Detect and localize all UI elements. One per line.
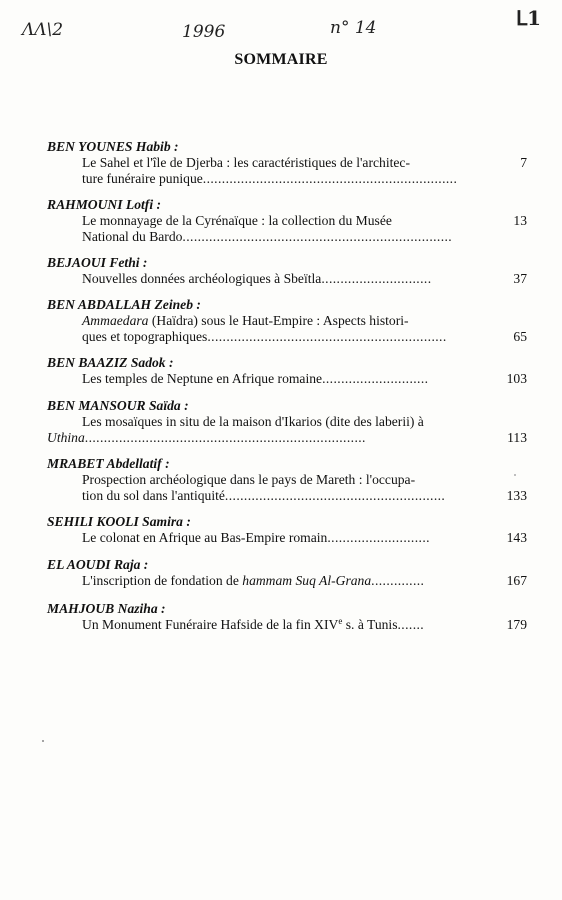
handwritten-page-mark: ᒪ1: [516, 6, 542, 30]
toc-entry: [47, 355, 527, 387]
entry-author: BEN MANSOUR Saïda :: [47, 398, 189, 413]
dot-leader: .......: [397, 617, 425, 632]
entry-author: MAHJOUB Naziha :: [47, 601, 166, 616]
entry-page-number: 179: [506, 617, 527, 632]
entry-title-line: L'inscription de fondation de hammam Suq Al-Grana.............. 167: [82, 573, 527, 588]
dot-leader: ..............: [371, 573, 425, 588]
toc-entry: [47, 197, 527, 245]
scan-speck: [42, 740, 44, 742]
scan-speck: [514, 474, 516, 476]
entry-author: BEN YOUNES Habib :: [47, 139, 179, 154]
entry-page-number: 113: [507, 430, 527, 445]
dot-leader: ............................: [322, 371, 429, 386]
entry-title-line: Uthina.......................................................................... 113: [47, 430, 527, 445]
dot-leader: ...................................................................: [202, 171, 458, 186]
entry-title-line: Un Monument Funéraire Hafside de la fin XIVe s. à Tunis....... 179: [82, 616, 527, 632]
entry-title-line: tion du sol dans l'antiquité.......................................................... 133: [82, 488, 527, 503]
dot-leader: .............................: [321, 271, 432, 286]
entry-title-line: Les mosaïques in situ de la maison d'Ikarios (dite des laberii) à: [82, 414, 424, 429]
handwritten-year: 1996: [182, 22, 226, 42]
entry-page-number: 13: [513, 213, 527, 228]
entry-title-line: Le Sahel et l'île de Djerba : les caractéristiques de l'architec- 7: [82, 155, 527, 170]
toc-entry: [47, 139, 527, 187]
dot-leader: ...............................................................: [207, 329, 447, 344]
entry-author: BEN ABDALLAH Zeineb :: [47, 297, 201, 312]
page-title: SOMMAIRE: [234, 51, 328, 68]
dot-leader: ...........................: [327, 530, 430, 545]
entry-title-line: ture funéraire punique...................................................................: [82, 171, 458, 186]
entry-page-number: 7: [520, 155, 527, 170]
entry-page-number: 143: [506, 530, 527, 545]
entry-author: MRABET Abdellatif :: [47, 456, 170, 471]
entry-title-line: Le monnayage de la Cyrénaïque : la collection du Musée 13: [82, 213, 527, 228]
dot-leader: .......................................................................: [182, 229, 453, 244]
entry-page-number: 133: [506, 488, 527, 503]
handwritten-note: ΛΛ\2: [22, 20, 64, 40]
entry-page-number: 167: [506, 573, 527, 588]
entry-page-number: 103: [506, 371, 527, 386]
entry-title-line: National du Bardo.......................................................................: [82, 229, 453, 244]
toc-entry: [47, 456, 527, 504]
toc-entry: [47, 601, 527, 633]
toc-entry: [47, 297, 527, 345]
dot-leader: ..........................................................................: [84, 430, 366, 445]
toc-entry: [47, 557, 527, 589]
entry-author: SEHILI KOOLI Samira :: [47, 514, 191, 529]
entry-title-line: Le colonat en Afrique au Bas-Empire romain........................... 143: [82, 530, 527, 545]
entry-title-line: ques et topographiques............................................................... 65: [82, 329, 527, 344]
entry-page-number: 37: [513, 271, 527, 286]
entry-title-line: Ammaedara (Haïdra) sous le Haut-Empire : Aspects histori-: [82, 313, 409, 328]
entry-author: BEN BAAZIZ Sadok :: [47, 355, 174, 370]
handwritten-issue-number: n° 14: [330, 18, 377, 38]
entry-title-line: Les temples de Neptune en Afrique romaine............................ 103: [82, 371, 527, 386]
entry-author: RAHMOUNI Lotfi :: [47, 197, 162, 212]
dot-leader: ..........................................................: [224, 488, 446, 503]
toc-entry: [47, 514, 527, 546]
entry-author: BEJAOUI Fethi :: [47, 255, 148, 270]
entry-title-line: Prospection archéologique dans le pays de Mareth : l'occupa-: [82, 472, 416, 487]
toc-entry: [47, 255, 527, 287]
entry-title-line: Nouvelles données archéologiques à Sbeïtla............................. 37: [82, 271, 527, 286]
toc-entry: [47, 398, 527, 446]
entry-page-number: 65: [513, 329, 527, 344]
entry-author: EL AOUDI Raja :: [47, 557, 149, 572]
